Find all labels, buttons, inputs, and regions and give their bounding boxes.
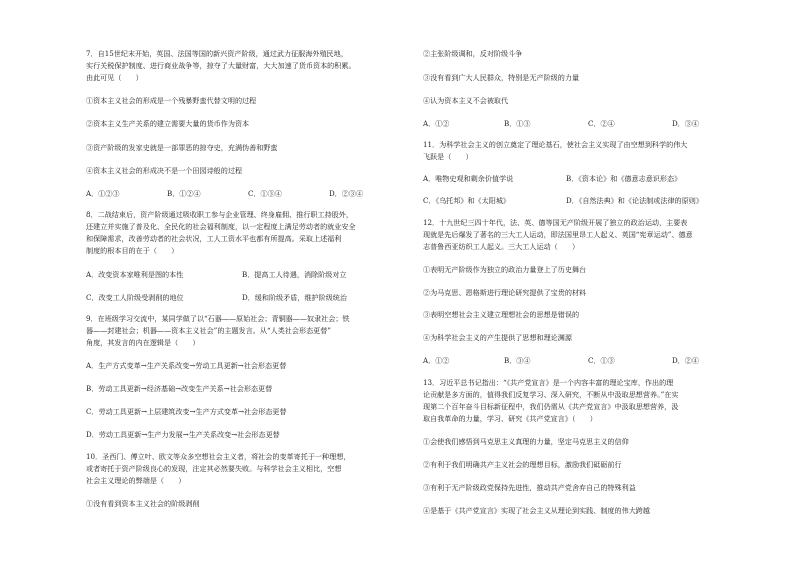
q10-option-b: B．①③	[504, 119, 531, 128]
q12-option-d: D．②④	[672, 356, 699, 365]
q8-option-c: C．改变工人阶级受剥削的地位	[86, 293, 184, 302]
q11-option-d: D．《自然法典》和《论法制或法律的原则》	[566, 196, 703, 205]
q12-item: ③表明空想社会主义建立理想社会的思想是错误的	[423, 310, 580, 319]
q11-option-c: C．《乌托邦》和《太阳城》	[423, 196, 511, 205]
q8-option-a: A．改变资本家唯利是图的本性	[86, 270, 184, 279]
q9-option-b: B．劳动工具更新→经济基础→改变生产关系→社会形态更替	[86, 384, 273, 393]
q12-item: ②为马克思、恩格斯进行理论研究提供了宝贵的材料	[423, 288, 587, 297]
q12-option-b: B．③④	[504, 356, 531, 365]
q7-stem-line: 由此可见（ ）	[86, 73, 143, 82]
q10-option-a: A．①②	[423, 119, 450, 128]
q13-item: ③有利于无产阶级政党保持先进性，推动共产党舍弃自己的特殊利益	[423, 483, 636, 492]
q8-stem-line: 和保障需求，改善劳动者的社会状况，工人工资水平也都有所提高。采取上述福利	[86, 234, 342, 243]
q8-stem-line: 还建立并实施了普及化、全民化的社会福利制度，以一定程度上满足劳动者的就业安全	[86, 222, 356, 231]
q10-option-c: C．②④	[588, 119, 615, 128]
q13-item: ①会使我们感悟到马克思主义真理的力量，坚定马克思主义的信仰	[423, 437, 629, 446]
q10-option-d: D．③④	[672, 119, 699, 128]
q12-option-c: C．①③	[588, 356, 615, 365]
q13-stem-line: 论贡献是多方面的，值得我们反复学习、深入研究，不断从中汲取思想营养。”在实	[423, 390, 679, 399]
q10-item: ④认为资本主义不会被取代	[423, 96, 509, 105]
q7-option-a: A．①②③	[86, 189, 120, 198]
q8-option-b: B．提高工人待遇，消除阶级对立	[242, 270, 347, 279]
q9-option-d: D．劳动工具更新→生产力发展→生产关系改变→社会形态更替	[86, 430, 280, 439]
q7-item: ③资产阶级的发家史就是一部罪恶的掠夺史，充满伪善和野蛮	[86, 143, 278, 152]
q10-item: ①没有看到资本主义社会的阶级剥削	[86, 499, 200, 508]
q8-stem-line: 制度的根本目的在于（ ）	[86, 246, 179, 255]
q9-stem-line: 角度，其发言的内在逻辑是（ ）	[86, 338, 200, 347]
q11-stem-line: 飞跃是（ ）	[423, 152, 473, 161]
q10-item: ②主张阶级调和，反对阶级斗争	[423, 49, 523, 58]
q9-option-a: A．生产方式变革→生产关系改变→劳动工具更新→社会形态更替	[86, 361, 287, 370]
q10-stem-line: 10．圣西门、傅立叶、欧文等众多空想社会主义者，将社会的变革寄托于一种理想，	[86, 452, 351, 461]
q7-item: ①资本主义社会的形成是一个残暴野蛮代替文明的过程	[86, 96, 257, 105]
q12-stem-line: 志普鲁西亚纺织工人起义。三大工人运动（ ）	[423, 242, 580, 251]
q10-stem-line: 社会主义理论的弊端是（ ）	[86, 476, 186, 485]
q13-item: ④是基于《共产党宣言》实现了社会主义从理论到实践、制度的伟大跨越	[423, 506, 650, 515]
q13-stem-line: 13．习近平总书记指出：“《共产党宣言》是一个内容丰富的理论宝库，作出的理	[423, 378, 674, 387]
q7-option-d: D．②③④	[329, 189, 364, 198]
q13-item: ②有利于我们明确共产主义社会的理想目标，激励我们砥砺前行	[423, 460, 622, 469]
q12-item: ①表明无产阶级作为独立的政治力量登上了历史舞台	[423, 265, 587, 274]
q11-stem-line: 11．为科学社会主义的创立奠定了理论基石，使社会主义实现了由空想到科学的伟大	[423, 140, 688, 149]
q7-stem-line: 7．自15世纪末开始，英国、法国等国的新兴资产阶级，通过武力征服海外殖民地，	[86, 49, 348, 58]
q7-stem-line: 实行关税保护制度、进行商业战争等，掠夺了大量财富，大大加速了货币资本的积累。	[86, 61, 356, 70]
q7-item: ④资本主义社会的形成决不是一个田园诗般的过程	[86, 166, 243, 175]
q9-option-c: C．劳动工具更新→上层建筑改变→生产方式变革→社会形态更替	[86, 407, 287, 416]
q12-option-a: A．①②	[423, 356, 450, 365]
q13-stem-line: 现第二个百年奋斗目标新征程中，我们仍需从《共产党宣言》中汲取思想营养，汲	[423, 402, 679, 411]
q10-item: ③没有看到广大人民群众，特别是无产阶级的力量	[423, 73, 580, 82]
q12-item: ④为科学社会主义的产生提供了思想和理论渊源	[423, 333, 572, 342]
q12-stem-line: 现就是先后爆发了著名的三大工人运动，即法国里昂工人起义、英国“宪章运动”、德意	[423, 230, 693, 239]
q12-stem-line: 12．十九世纪三四十年代，法、英、德等国无产阶级开展了独立的政治运动，主要表	[423, 218, 688, 227]
q7-option-c: C．①③④	[248, 189, 282, 198]
q8-option-d: D．缓和阶级矛盾，维护阶级统治	[242, 293, 347, 302]
q11-option-a: A．唯物史观和剩余价值学说	[423, 174, 514, 183]
q9-stem-line: 器——封建社会；机器——资本主义社会”的主题发言。从“人类社会形态更替”	[86, 326, 331, 335]
q13-stem-line: 取自我革命的力量，学习、研究《共产党宣言》（ ）	[423, 414, 597, 423]
q7-item: ②资本主义生产关系的建立需要大量的货币作为资本	[86, 119, 250, 128]
q10-stem-line: 或者寄托于资产阶级良心的发现，注定其必然要失败。与科学社会主义相比，空想	[86, 464, 342, 473]
q9-stem-line: 9．在班级学习交流中，某同学做了以“石器——原始社会；青铜器——奴隶社会；铁	[86, 314, 350, 323]
q11-option-b: B．《资本论》和《德意志意识形态》	[566, 174, 682, 183]
q7-option-b: B．①②④	[167, 189, 201, 198]
q8-stem-line: 8．二战结束后，资产阶级通过吸收职工参与企业管理、终身雇佣、推行职工持股外，	[86, 210, 353, 219]
